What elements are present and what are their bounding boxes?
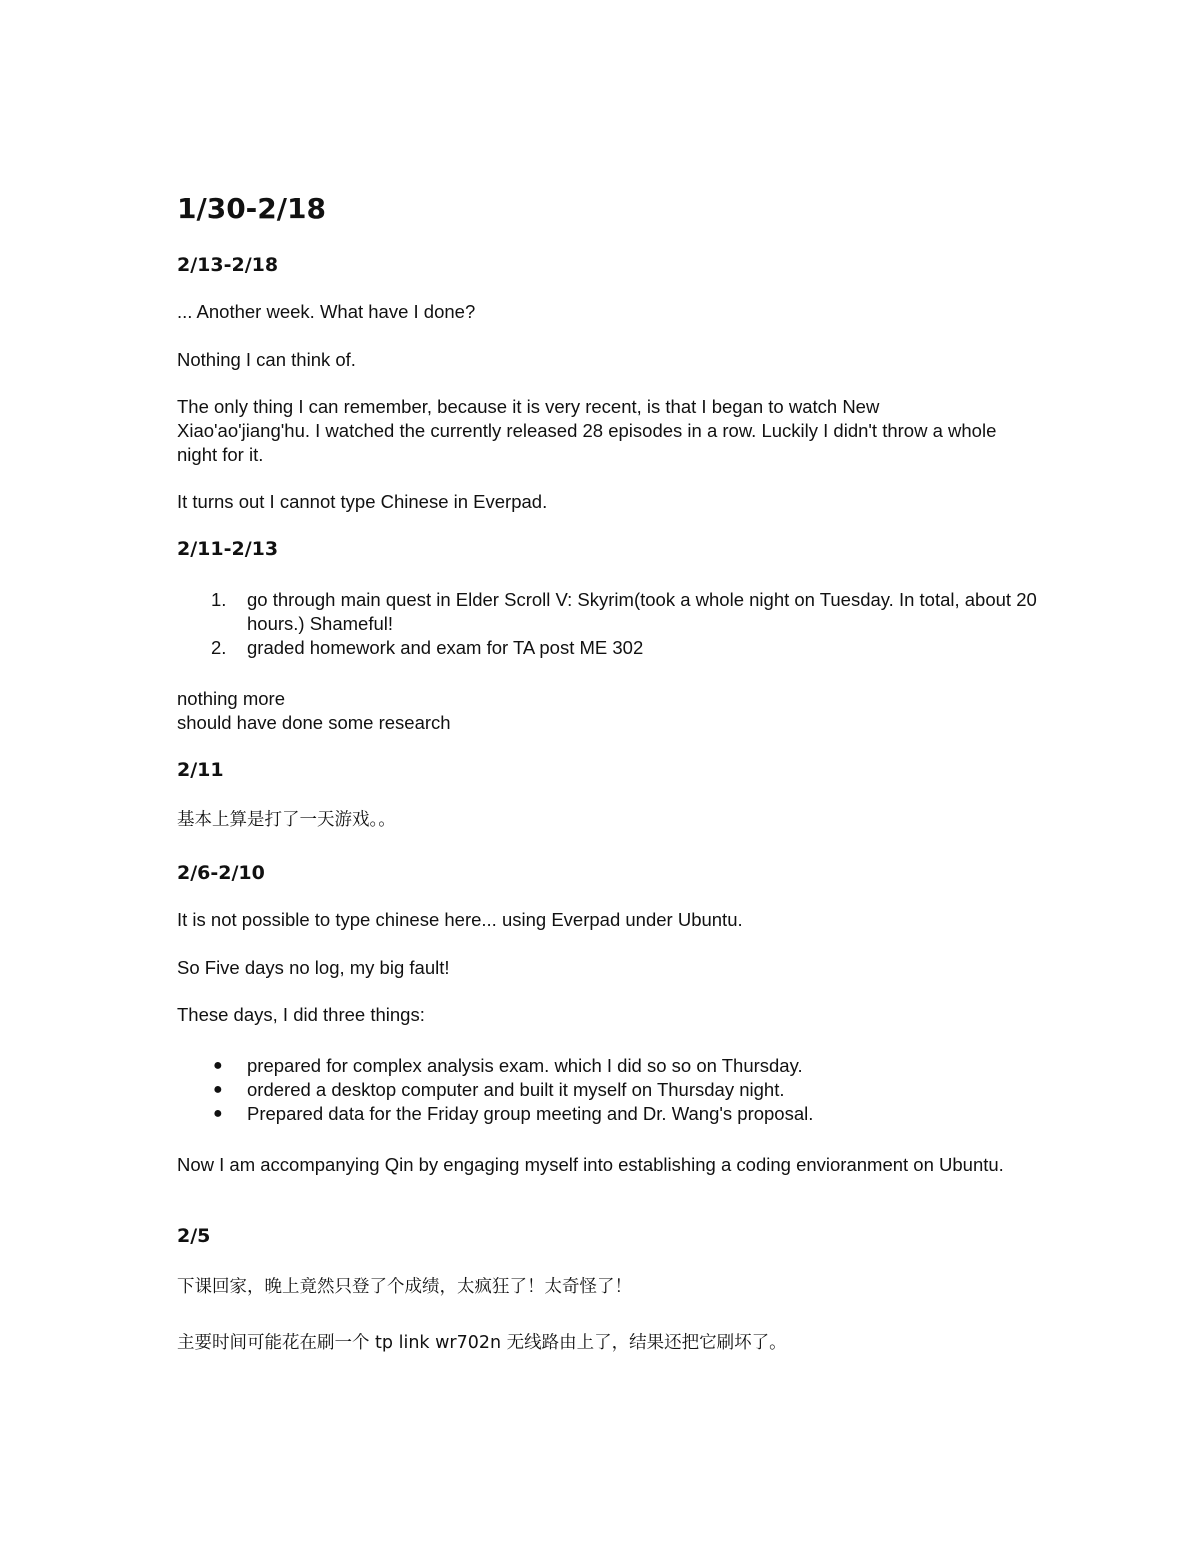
note-line: nothing more [177, 688, 285, 709]
paragraph: Now I am accompanying Qin by engaging myself into establishing a coding envioranment on Ubuntu. [177, 1154, 1004, 1175]
paragraph: ... Another week. What have I done? [177, 301, 476, 322]
list-item [177, 636, 1037, 660]
bullet-list [177, 1054, 1037, 1126]
paragraph: These days, I did three things: [177, 1004, 425, 1025]
section-heading: 2/11 [177, 759, 224, 781]
paragraph: 基本上算是打了一天游戏。。 [177, 810, 396, 830]
list-item-text: Prepared data for the Friday group meeting and Dr. Wang's proposal. [247, 1103, 814, 1124]
section-heading: 2/11-2/13 [177, 538, 279, 560]
section-heading: 2/5 [177, 1225, 211, 1247]
paragraph: 下课回家，晚上竟然只登了个成绩，太疯狂了！太奇怪了！ [177, 1277, 632, 1297]
note-line: should have done some research [177, 712, 451, 733]
list-item-text: go through main quest in Elder Scroll V: Skyrim(took a whole night on Tuesday. In total, about 20 hours.) Shameful! [247, 589, 1037, 634]
paragraph: Nothing I can think of. [177, 349, 356, 370]
paragraph: 主要时间可能花在刷一个 tp link wr702n 无线路由上了，结果还把它刷坏了。 [177, 1333, 787, 1353]
bullet-icon: ● [213, 1057, 223, 1074]
list-marker: 2. [211, 637, 227, 658]
bullet-icon: ● [213, 1105, 223, 1122]
paragraph: It turns out I cannot type Chinese in Everpad. [177, 491, 548, 512]
list-item [177, 1102, 1037, 1126]
list-item [177, 1054, 1037, 1078]
list-item [177, 588, 1037, 636]
page-title: 1/30-2/18 [177, 192, 326, 225]
list-item-text: graded homework and exam for TA post ME 302 [247, 637, 644, 658]
bullet-icon: ● [213, 1081, 223, 1098]
section-heading: 2/13-2/18 [177, 254, 279, 276]
list-item-text: ordered a desktop computer and built it myself on Thursday night. [247, 1079, 785, 1100]
paragraph: It is not possible to type chinese here... using Everpad under Ubuntu. [177, 909, 743, 930]
ordered-list [177, 588, 1037, 660]
list-item [177, 1078, 1037, 1102]
section-heading: 2/6-2/10 [177, 862, 265, 884]
paragraph: The only thing I can remember, because it is very recent, is that I began to watch New Xiao'ao'jiang'hu. I watched the currently released 28 episodes in a row. Luckily I didn't throw a whole night for it. [177, 396, 997, 465]
list-marker: 1. [211, 589, 227, 610]
list-item-text: prepared for complex analysis exam. which I did so so on Thursday. [247, 1055, 803, 1076]
paragraph: So Five days no log, my big fault! [177, 957, 450, 978]
